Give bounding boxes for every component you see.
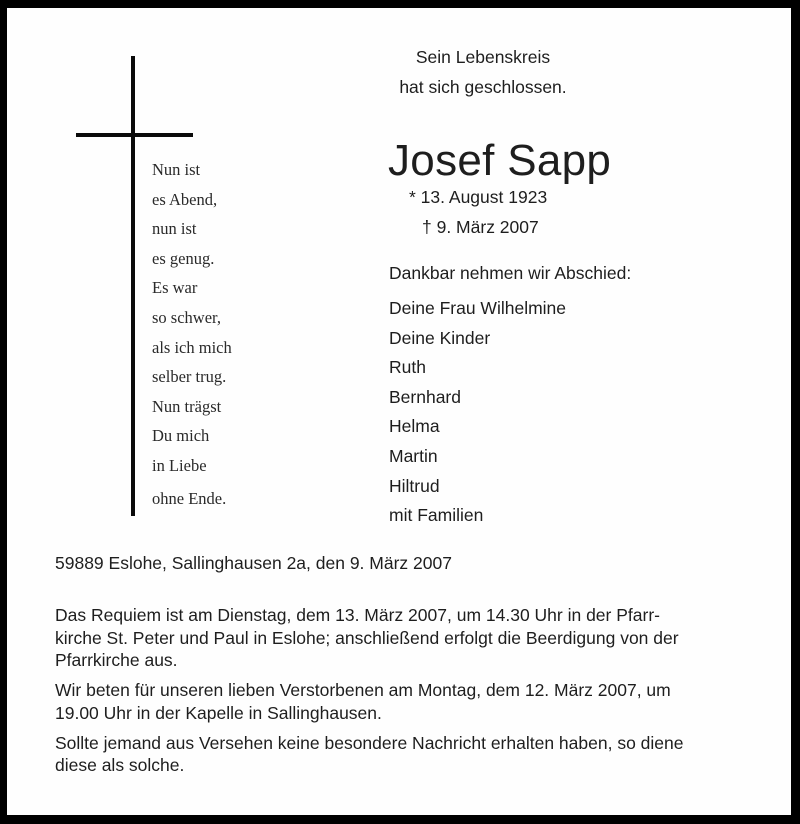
survivor-item: Bernhard — [389, 387, 461, 407]
survivor-item: Hiltrud — [389, 476, 440, 496]
paragraph-line: Pfarrkirche aus. — [55, 650, 178, 670]
survivor-item: Martin — [389, 446, 438, 466]
poem-line: als ich mich — [152, 338, 232, 357]
header-line: Sein Lebenskreis — [415, 47, 551, 67]
paragraph-line: Sollte jemand aus Versehen keine besondere Nachricht erhalten haben, so diene — [55, 732, 684, 753]
poem-line: nun ist — [152, 219, 197, 238]
poem-line: Es war — [152, 278, 198, 297]
obituary-notice — [7, 8, 791, 815]
paragraph-line: 19.00 Uhr in der Kapelle in Sallinghausen. — [55, 702, 382, 723]
poem-line: es genug. — [152, 249, 215, 268]
poem-line: Nun ist — [152, 160, 201, 179]
birth-date: * 13. August 1923 — [409, 187, 548, 207]
requiem-paragraph — [55, 604, 683, 672]
paragraph-line: kirche St. Peter und Paul in Eslohe; anschließend erfolgt die Beerdigung von der — [55, 627, 679, 648]
survivor-item: Helma — [389, 416, 440, 436]
poem-line: ohne Ende. — [152, 489, 227, 508]
service-info — [55, 604, 683, 784]
survivor-item: Deine Frau Wilhelmine — [389, 298, 567, 318]
poem-line: in Liebe — [152, 456, 207, 475]
survivor-item: Deine Kinder — [389, 328, 491, 348]
deceased-name: Josef Sapp — [388, 136, 612, 185]
poem-line: so schwer, — [152, 308, 221, 327]
poem-line: Du mich — [152, 426, 210, 445]
paragraph-line: diese als solche. — [55, 755, 185, 775]
farewell-heading: Dankbar nehmen wir Abschied: — [389, 263, 632, 283]
poem-line: selber trug. — [152, 367, 227, 386]
address-line: 59889 Eslohe, Sallinghausen 2a, den 9. März 2007 — [55, 553, 452, 573]
survivor-item: Ruth — [389, 357, 426, 377]
paragraph-line: Wir beten für unseren lieben Verstorbenen am Montag, dem 12. März 2007, um — [55, 680, 671, 700]
cross-horizontal-bar — [76, 133, 193, 137]
paragraph-line: Das Requiem ist am Dienstag, dem 13. März 2007, um 14.30 Uhr in der Pfarr- — [55, 605, 660, 625]
poem-line: Nun trägst — [152, 397, 222, 416]
prayer-paragraph — [55, 679, 683, 724]
cross-vertical-bar — [131, 56, 135, 516]
poem-line: es Abend, — [152, 190, 218, 209]
death-date: † 9. März 2007 — [422, 217, 539, 237]
header-line: hat sich geschlossen. — [399, 77, 567, 97]
survivor-item: mit Familien — [389, 505, 484, 525]
notice-paragraph — [55, 732, 683, 777]
